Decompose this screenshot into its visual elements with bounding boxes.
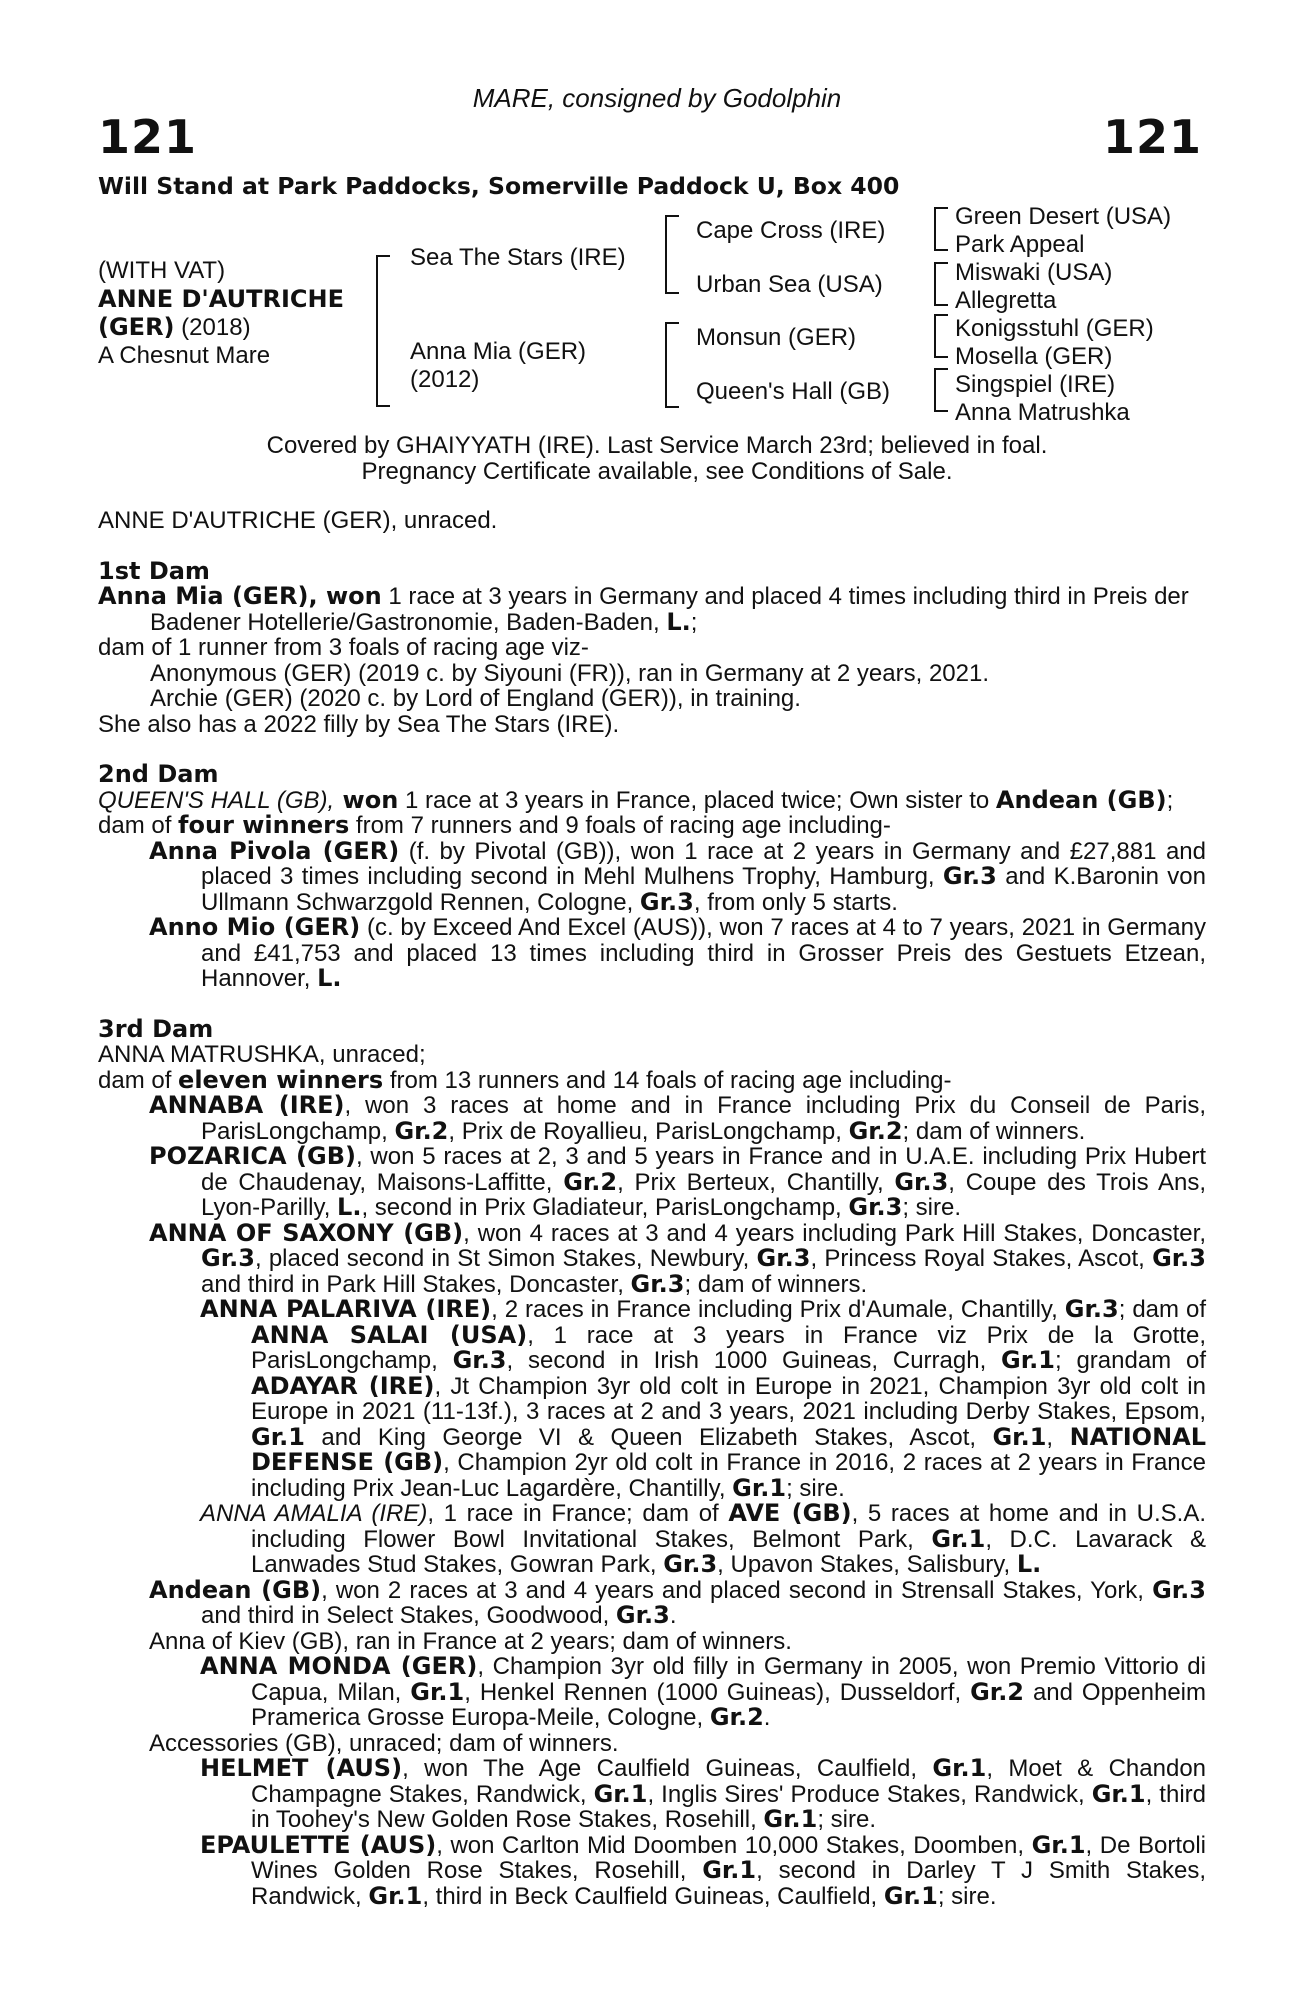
text: from 13 runners and 14 foals of racing age including- (383, 1066, 952, 1094)
pedigree-g8: Anna Matrushka (955, 399, 1130, 426)
sister-name: Andean (GB) (995, 785, 1167, 814)
pedigree-g2: Park Appeal (955, 231, 1085, 258)
text: ; (690, 608, 698, 636)
grade: Gr.1 (931, 1524, 986, 1553)
grade: Gr.1 (1091, 1779, 1146, 1808)
text: . (763, 1704, 771, 1731)
text: , Prix de Royallieu, ParisLongchamp, (448, 1117, 849, 1145)
grade: Gr.1 (410, 1677, 465, 1706)
horse-country: (GER) (98, 313, 175, 341)
winners-count: eleven winners (178, 1065, 384, 1094)
pedigree-dam (410, 338, 586, 394)
first-dam-name: Anna Mia (GER), won (98, 582, 382, 610)
text: , won 4 races at 3 and 4 years including Park Hill Stakes, Doncaster, (463, 1219, 1206, 1247)
page-subtitle: MARE, consigned by Godolphin (472, 83, 842, 113)
covered-line1: Covered by GHAIYYATH (IRE). Last Service March 23rd; believed in foal. (266, 432, 1048, 459)
produce-andean (98, 1575, 1206, 1629)
grade: Gr.1 (763, 1805, 818, 1833)
brace-g1 (934, 207, 948, 251)
pedigree-g7: Singspiel (IRE) (955, 371, 1116, 398)
text: and third in Select Stakes, Goodwood, (201, 1602, 616, 1629)
vat-note: (WITH VAT) (98, 257, 226, 284)
text: , from only 5 starts. (693, 888, 898, 916)
text: , won 5 races at 2, 3 and 5 years in France and in U.A.E. including Prix Hubert de Chaudenay, Maisons-Laffitte, (201, 1143, 1206, 1196)
horse-name: NATIONAL DEFENSE (GB) (251, 1422, 1207, 1476)
first-dam-record (98, 584, 1206, 635)
text: (f. by Pivotal (GB)), won 1 race at 2 years in Germany and £27,881 and placed 3 times including second in Mehl Mulhens Trophy, Hamburg, (201, 837, 1206, 890)
text: ; sire. (902, 1194, 962, 1221)
brace-g2 (934, 262, 948, 306)
pedigree-sire-sire: Cape Cross (IRE) (696, 217, 886, 244)
catalogue-body (98, 508, 1206, 1909)
text: , Coupe des Trois Ans, Lyon-Parilly, (201, 1168, 1207, 1221)
horse-name: AVE (GB) (728, 1499, 852, 1527)
covered-line2: Pregnancy Certificate available, see Conditions of Sale. (361, 458, 953, 485)
grade: Gr.3 (639, 887, 694, 916)
text: and King George VI & Queen Elizabeth Stakes, Ascot, (304, 1423, 993, 1451)
third-dam-produce-intro (98, 1065, 1206, 1094)
brace-g4 (934, 368, 948, 412)
horse-name: ANNE D'AUTRICHE (98, 285, 344, 313)
pedigree-dam-name: Anna Mia (GER) (410, 338, 587, 365)
grade: Gr.1 (702, 1856, 757, 1884)
produce-annaba (98, 1093, 1206, 1144)
text: , Prix Berteux, Chantilly, (617, 1168, 895, 1196)
text: , Inglis Sires' Produce Stakes, Randwick, (647, 1780, 1092, 1808)
grade: Gr.3 (452, 1346, 507, 1374)
horse-name: Anna Pivola (GER) (149, 836, 400, 865)
first-dam-produce-1: Anonymous (GER) (2019 c. by Siyouni (FR)), ran in Germany at 2 years, 2021. (150, 659, 990, 687)
produce-helmet (98, 1756, 1206, 1833)
text: (c. by Exceed And Excel (AUS)), won 7 races at 4 to 7 years, 2021 in Germany and £41,753 and placed 13 times including third in Grosser Preis des Gestuets Etzean, Hannover, (201, 914, 1206, 992)
text: ; dam of winners. (902, 1117, 1086, 1145)
text: , won Carlton Mid Doomben 10,000 Stakes, Doomben, (436, 1831, 1032, 1859)
grade: Gr.2 (970, 1677, 1025, 1706)
third-dam-record: ANNA MATRUSHKA, unraced; (98, 1041, 426, 1068)
produce-anna-monda (98, 1654, 1206, 1731)
grade: Gr.3 (1064, 1295, 1119, 1323)
horse-name: ANNA OF SAXONY (GB) (149, 1218, 464, 1247)
horse-name: Anno Mio (GER) (149, 913, 361, 941)
grade: Gr.1 (593, 1779, 648, 1808)
grade: Gr.1 (932, 1754, 987, 1782)
text: , 5 races at home and in U.S.A. including Flower Bowl Invitational Stakes, Belmont Park, (251, 1500, 1206, 1553)
horse-block (98, 257, 344, 370)
first-dam-produce-2: Archie (GER) (2020 c. by Lord of England (GER)), in training. (150, 685, 801, 712)
covered-note (0, 433, 1314, 485)
grade: Gr.3 (201, 1244, 255, 1272)
text: , Princess Royal Stakes, Ascot, (810, 1245, 1153, 1272)
grade: Gr.3 (1152, 1244, 1206, 1272)
winners-count: four winners (178, 811, 350, 839)
produce-pozarica (98, 1144, 1206, 1221)
pedigree-g3: Miswaki (USA) (955, 259, 1113, 286)
text: , Moet & Chandon Champagne Stakes, Randwick, (251, 1755, 1207, 1808)
intro-line: ANNE D'AUTRICHE (GER), unraced. (98, 507, 498, 534)
horse-year: (2018) (174, 314, 251, 341)
grade: Gr.1 (883, 1881, 938, 1910)
pedigree-sire: Sea The Stars (IRE) (410, 244, 626, 271)
lot-number-left: 121 (98, 110, 198, 164)
grade: Gr.3 (630, 1269, 685, 1298)
horse-name: EPAULETTE (AUS) (200, 1830, 437, 1859)
produce-anno-mio (98, 915, 1206, 992)
grade: Gr.3 (894, 1167, 949, 1196)
grade: Gr.1 (1001, 1346, 1055, 1374)
grade: Gr.2 (709, 1703, 764, 1731)
horse-name: ANNA PALARIVA (IRE) (200, 1295, 492, 1323)
pedigree-g6: Mosella (GER) (955, 343, 1113, 370)
grade: Gr.1 (732, 1473, 787, 1502)
text: , third in Toohey's New Golden Rose Stakes, Rosehill, (251, 1780, 1206, 1833)
horse-name: ANNA MONDA (GER) (200, 1652, 478, 1680)
second-dam-produce-intro (98, 813, 1206, 839)
pedigree-dam-year: (2012) (410, 366, 480, 393)
text: won (334, 785, 399, 814)
grade: Gr.3 (848, 1193, 903, 1221)
text: . (669, 1602, 677, 1629)
text: ; dam of (1118, 1296, 1206, 1323)
second-dam-record (98, 785, 1206, 814)
produce-anna-palariva (98, 1297, 1206, 1501)
text: , D.C. Lavarack & Lanwades Stud Stakes, Gowran Park, (251, 1525, 1207, 1578)
grade: L. (666, 607, 691, 636)
text: , won The Age Caulfield Guineas, Caulfield, (402, 1755, 933, 1782)
text: , 1 race in France; dam of (427, 1500, 729, 1527)
grade: Gr.3 (756, 1244, 811, 1272)
produce-anna-amalia (98, 1501, 1206, 1578)
horse-name: ANNA SALAI (USA) (251, 1320, 528, 1349)
text: , won 2 races at 3 and 4 years and placed second in Strensall Stakes, York, (321, 1576, 1153, 1604)
brace-horse (376, 255, 390, 407)
produce-anna-pivola (98, 836, 1206, 916)
text: dam of (98, 812, 179, 839)
horse-name: ANNA AMALIA (IRE) (200, 1500, 428, 1527)
stand-location: Will Stand at Park Paddocks, Somerville Paddock U, Box 400 (98, 172, 900, 200)
second-dam-heading: 2nd Dam (98, 760, 219, 788)
produce-epaulette (98, 1830, 1206, 1910)
text: ; sire. (817, 1806, 877, 1833)
second-dam-name: QUEEN'S HALL (GB), (98, 786, 335, 814)
text: , second in Irish 1000 Guineas, Curragh, (506, 1347, 1002, 1374)
grade: Gr.2 (848, 1116, 903, 1145)
horse-name: HELMET (AUS) (200, 1754, 403, 1782)
text: dam of (98, 1066, 179, 1094)
first-dam-text: 1 race at 3 years in Germany and placed 4 times including third in Preis der Badener Hotellerie/Gastronomie, Baden-Baden, (150, 583, 1189, 636)
first-dam-also: She also has a 2022 filly by Sea The Stars (IRE). (98, 710, 620, 738)
text: 1 race at 3 years in France, placed twice; Own sister to (398, 786, 996, 814)
text: ; grandam of (1054, 1347, 1206, 1374)
grade: L. (317, 964, 342, 992)
text: , Champion 2yr old colt in France in 2016, 2 races at 2 years in France including Prix Jean-Luc Lagardère, Chantilly, (251, 1449, 1206, 1502)
text: , won 3 races at home and in France including Prix du Conseil de Paris, ParisLongchamp, (201, 1092, 1206, 1145)
pedigree-dam-sire: Monsun (GER) (696, 324, 857, 351)
text: , 2 races in France including Prix d'Aumale, Chantilly, (491, 1296, 1065, 1323)
text: , Champion 3yr old filly in Germany in 2005, won Premio Vittorio di Capua, Milan, (251, 1653, 1206, 1706)
text: and K.Baronin von Ullmann Schwarzgold Rennen, Cologne, (201, 863, 1206, 916)
text: , 1 race at 3 years in France viz Prix de la Grotte, ParisLongchamp, (251, 1321, 1206, 1374)
brace-dam (665, 322, 679, 408)
text: ; sire. (786, 1474, 845, 1502)
grade: Gr.1 (1031, 1830, 1086, 1859)
text: , second in Darley T J Smith Stakes, Randwick, (251, 1857, 1206, 1910)
horse-name: ANNABA (IRE) (149, 1091, 345, 1119)
horse-name: Andean (GB) (149, 1575, 322, 1604)
horse-name-line2 (98, 313, 344, 342)
text: , De Bortoli Wines Golden Rose Stakes, Rosehill, (251, 1831, 1206, 1884)
text: , Henkel Rennen (1000 Guineas), Dusseldorf, (464, 1678, 971, 1706)
first-dam-produce-intro: dam of 1 runner from 3 foals of racing age viz- (98, 634, 589, 661)
text: and Oppenheim Pramerica Grosse Europa-Meile, Cologne, (251, 1678, 1206, 1731)
text: , placed second in St Simon Stakes, Newbury, (254, 1245, 757, 1272)
horse-name: POZARICA (GB) (149, 1142, 356, 1170)
text: ; sire. (937, 1882, 997, 1910)
produce-anna-of-saxony (98, 1218, 1206, 1298)
first-dam-heading: 1st Dam (98, 556, 210, 585)
grade: Gr.1 (251, 1422, 305, 1451)
pedigree-g1: Green Desert (USA) (955, 203, 1172, 230)
produce-anna-of-kiev: Anna of Kiev (GB), ran in France at 2 years; dam of winners. (149, 1627, 792, 1655)
brace-sire (665, 215, 679, 294)
grade: Gr.2 (563, 1167, 618, 1196)
grade: L. (1016, 1550, 1042, 1578)
text: , Upavon Stakes, Salisbury, (717, 1551, 1017, 1578)
pedigree-g4: Allegretta (955, 287, 1057, 314)
grade: L. (337, 1193, 362, 1221)
text: , (1046, 1423, 1054, 1451)
pedigree-sire-dam: Urban Sea (USA) (696, 271, 883, 298)
grade: Gr.3 (1152, 1575, 1206, 1604)
grade: Gr.1 (992, 1422, 1047, 1451)
text: , Jt Champion 3yr old colt in Europe in 2021, Champion 3yr old colt in Europe in 2021 (11-13f.), 3 races at 2 and 3 years, 2021 including Derby Stakes, Epsom, (251, 1372, 1206, 1425)
brace-g3 (934, 314, 948, 358)
lot-number-right: 121 (1102, 110, 1202, 164)
text: , second in Prix Gladiateur, ParisLongchamp, (361, 1194, 849, 1221)
text: ; dam of winners. (684, 1270, 868, 1298)
produce-accessories: Accessories (GB), unraced; dam of winners. (149, 1729, 619, 1757)
third-dam-heading: 3rd Dam (98, 1014, 214, 1043)
grade: Gr.1 (368, 1881, 423, 1910)
grade: Gr.2 (394, 1116, 449, 1145)
horse-description: A Chesnut Mare (98, 342, 271, 369)
grade: Gr.3 (663, 1550, 718, 1578)
pedigree-gen3 (955, 203, 1171, 427)
grade: Gr.3 (615, 1601, 670, 1629)
pedigree-g5: Konigsstuhl (GER) (955, 315, 1154, 342)
text: ; (1166, 786, 1174, 814)
text: , third in Beck Caulfield Guineas, Caulfield, (422, 1882, 884, 1910)
horse-name: ADAYAR (IRE) (251, 1371, 435, 1400)
text: from 7 runners and 9 foals of racing age including- (349, 812, 891, 839)
grade: Gr.3 (942, 862, 997, 890)
pedigree-dam-dam: Queen's Hall (GB) (696, 378, 890, 405)
text: and third in Park Hill Stakes, Doncaster, (201, 1270, 631, 1298)
